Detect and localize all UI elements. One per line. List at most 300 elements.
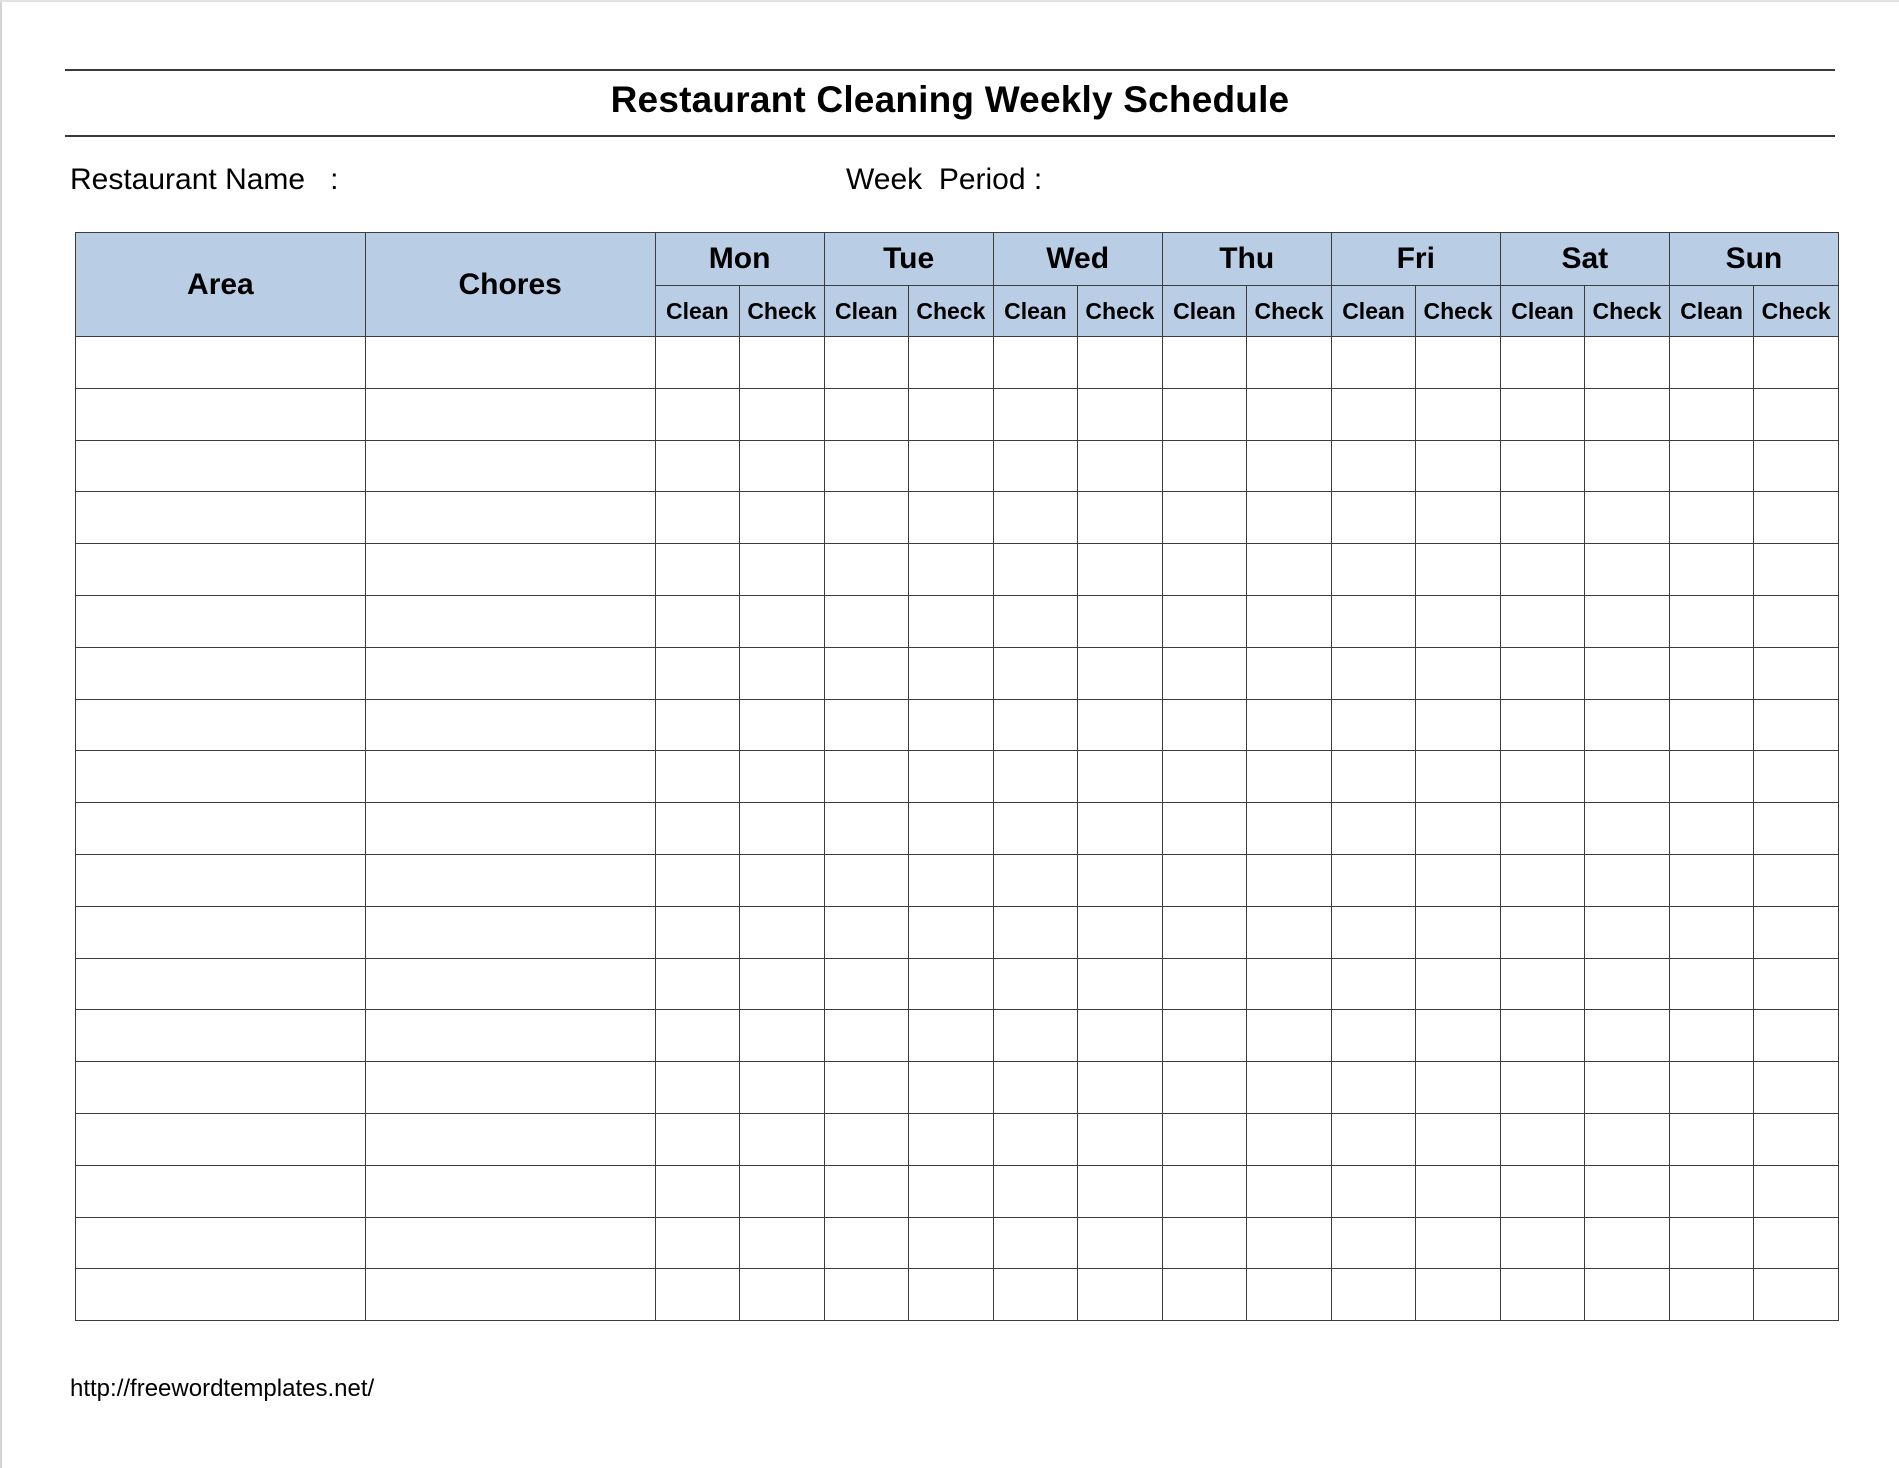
clean-cell-tue[interactable] [824, 958, 909, 1010]
check-cell-sun[interactable] [1754, 854, 1839, 906]
check-cell-wed[interactable] [1078, 699, 1163, 751]
check-cell-mon[interactable] [740, 803, 825, 855]
check-cell-sun[interactable] [1754, 1165, 1839, 1217]
clean-cell-thu[interactable] [1162, 1165, 1247, 1217]
check-cell-mon[interactable] [740, 854, 825, 906]
clean-cell-wed[interactable] [993, 1217, 1078, 1269]
clean-cell-thu[interactable] [1162, 1062, 1247, 1114]
area-cell[interactable] [76, 388, 366, 440]
clean-cell-tue[interactable] [824, 595, 909, 647]
clean-cell-thu[interactable] [1162, 958, 1247, 1010]
check-cell-thu[interactable] [1247, 906, 1332, 958]
check-cell-sun[interactable] [1754, 337, 1839, 389]
clean-cell-sat[interactable] [1500, 492, 1585, 544]
check-cell-tue[interactable] [909, 1010, 994, 1062]
check-cell-mon[interactable] [740, 906, 825, 958]
clean-cell-sun[interactable] [1669, 647, 1754, 699]
clean-cell-thu[interactable] [1162, 492, 1247, 544]
check-cell-thu[interactable] [1247, 388, 1332, 440]
area-cell[interactable] [76, 803, 366, 855]
chores-cell[interactable] [365, 906, 655, 958]
clean-cell-wed[interactable] [993, 1062, 1078, 1114]
check-cell-sun[interactable] [1754, 803, 1839, 855]
check-cell-wed[interactable] [1078, 1113, 1163, 1165]
chores-cell[interactable] [365, 699, 655, 751]
chores-cell[interactable] [365, 1062, 655, 1114]
check-cell-fri[interactable] [1416, 492, 1501, 544]
chores-cell[interactable] [365, 492, 655, 544]
clean-cell-thu[interactable] [1162, 647, 1247, 699]
check-cell-wed[interactable] [1078, 492, 1163, 544]
clean-cell-sat[interactable] [1500, 1113, 1585, 1165]
check-cell-thu[interactable] [1247, 544, 1332, 596]
chores-cell[interactable] [365, 337, 655, 389]
clean-cell-thu[interactable] [1162, 337, 1247, 389]
clean-cell-thu[interactable] [1162, 699, 1247, 751]
clean-cell-fri[interactable] [1331, 1010, 1416, 1062]
check-cell-tue[interactable] [909, 699, 994, 751]
check-cell-thu[interactable] [1247, 337, 1332, 389]
check-cell-sun[interactable] [1754, 544, 1839, 596]
clean-cell-mon[interactable] [655, 1269, 740, 1321]
check-cell-fri[interactable] [1416, 1062, 1501, 1114]
area-cell[interactable] [76, 751, 366, 803]
check-cell-wed[interactable] [1078, 803, 1163, 855]
clean-cell-sun[interactable] [1669, 1062, 1754, 1114]
clean-cell-wed[interactable] [993, 544, 1078, 596]
check-cell-sat[interactable] [1585, 1113, 1670, 1165]
clean-cell-wed[interactable] [993, 337, 1078, 389]
chores-cell[interactable] [365, 1113, 655, 1165]
clean-cell-sat[interactable] [1500, 1269, 1585, 1321]
clean-cell-mon[interactable] [655, 699, 740, 751]
check-cell-sun[interactable] [1754, 647, 1839, 699]
clean-cell-mon[interactable] [655, 440, 740, 492]
check-cell-sat[interactable] [1585, 647, 1670, 699]
clean-cell-sun[interactable] [1669, 1113, 1754, 1165]
check-cell-sun[interactable] [1754, 906, 1839, 958]
chores-cell[interactable] [365, 1217, 655, 1269]
clean-cell-wed[interactable] [993, 492, 1078, 544]
clean-cell-mon[interactable] [655, 751, 740, 803]
check-cell-tue[interactable] [909, 337, 994, 389]
clean-cell-fri[interactable] [1331, 1113, 1416, 1165]
check-cell-sat[interactable] [1585, 492, 1670, 544]
check-cell-tue[interactable] [909, 544, 994, 596]
check-cell-thu[interactable] [1247, 854, 1332, 906]
check-cell-thu[interactable] [1247, 647, 1332, 699]
check-cell-sat[interactable] [1585, 1010, 1670, 1062]
clean-cell-sun[interactable] [1669, 803, 1754, 855]
clean-cell-sun[interactable] [1669, 595, 1754, 647]
area-cell[interactable] [76, 906, 366, 958]
clean-cell-fri[interactable] [1331, 751, 1416, 803]
clean-cell-sat[interactable] [1500, 699, 1585, 751]
check-cell-fri[interactable] [1416, 751, 1501, 803]
clean-cell-sat[interactable] [1500, 958, 1585, 1010]
area-cell[interactable] [76, 1217, 366, 1269]
clean-cell-mon[interactable] [655, 1062, 740, 1114]
check-cell-fri[interactable] [1416, 388, 1501, 440]
check-cell-tue[interactable] [909, 1217, 994, 1269]
check-cell-mon[interactable] [740, 1010, 825, 1062]
check-cell-mon[interactable] [740, 388, 825, 440]
check-cell-wed[interactable] [1078, 388, 1163, 440]
clean-cell-mon[interactable] [655, 388, 740, 440]
check-cell-tue[interactable] [909, 1269, 994, 1321]
clean-cell-thu[interactable] [1162, 1269, 1247, 1321]
clean-cell-thu[interactable] [1162, 388, 1247, 440]
check-cell-mon[interactable] [740, 492, 825, 544]
check-cell-fri[interactable] [1416, 1269, 1501, 1321]
check-cell-fri[interactable] [1416, 1010, 1501, 1062]
check-cell-thu[interactable] [1247, 1113, 1332, 1165]
chores-cell[interactable] [365, 1269, 655, 1321]
chores-cell[interactable] [365, 751, 655, 803]
check-cell-mon[interactable] [740, 1217, 825, 1269]
clean-cell-sat[interactable] [1500, 1010, 1585, 1062]
clean-cell-sat[interactable] [1500, 440, 1585, 492]
check-cell-sat[interactable] [1585, 544, 1670, 596]
clean-cell-tue[interactable] [824, 751, 909, 803]
clean-cell-mon[interactable] [655, 1010, 740, 1062]
area-cell[interactable] [76, 647, 366, 699]
clean-cell-sat[interactable] [1500, 854, 1585, 906]
check-cell-fri[interactable] [1416, 595, 1501, 647]
area-cell[interactable] [76, 1010, 366, 1062]
clean-cell-tue[interactable] [824, 1269, 909, 1321]
chores-cell[interactable] [365, 440, 655, 492]
clean-cell-tue[interactable] [824, 1217, 909, 1269]
chores-cell[interactable] [365, 647, 655, 699]
clean-cell-mon[interactable] [655, 1165, 740, 1217]
check-cell-fri[interactable] [1416, 1217, 1501, 1269]
clean-cell-tue[interactable] [824, 1010, 909, 1062]
clean-cell-sun[interactable] [1669, 492, 1754, 544]
chores-cell[interactable] [365, 595, 655, 647]
check-cell-tue[interactable] [909, 906, 994, 958]
check-cell-thu[interactable] [1247, 1062, 1332, 1114]
clean-cell-wed[interactable] [993, 906, 1078, 958]
check-cell-sat[interactable] [1585, 440, 1670, 492]
clean-cell-sun[interactable] [1669, 751, 1754, 803]
clean-cell-fri[interactable] [1331, 803, 1416, 855]
chores-cell[interactable] [365, 1165, 655, 1217]
clean-cell-tue[interactable] [824, 1113, 909, 1165]
clean-cell-wed[interactable] [993, 854, 1078, 906]
clean-cell-sun[interactable] [1669, 337, 1754, 389]
clean-cell-tue[interactable] [824, 803, 909, 855]
clean-cell-wed[interactable] [993, 958, 1078, 1010]
check-cell-sat[interactable] [1585, 906, 1670, 958]
clean-cell-sat[interactable] [1500, 337, 1585, 389]
clean-cell-wed[interactable] [993, 803, 1078, 855]
check-cell-sat[interactable] [1585, 1217, 1670, 1269]
check-cell-thu[interactable] [1247, 440, 1332, 492]
clean-cell-wed[interactable] [993, 440, 1078, 492]
area-cell[interactable] [76, 337, 366, 389]
check-cell-sat[interactable] [1585, 1165, 1670, 1217]
check-cell-thu[interactable] [1247, 595, 1332, 647]
clean-cell-fri[interactable] [1331, 492, 1416, 544]
clean-cell-sun[interactable] [1669, 544, 1754, 596]
check-cell-tue[interactable] [909, 595, 994, 647]
clean-cell-fri[interactable] [1331, 906, 1416, 958]
clean-cell-sun[interactable] [1669, 388, 1754, 440]
clean-cell-fri[interactable] [1331, 1165, 1416, 1217]
clean-cell-mon[interactable] [655, 854, 740, 906]
check-cell-mon[interactable] [740, 595, 825, 647]
clean-cell-fri[interactable] [1331, 544, 1416, 596]
clean-cell-sun[interactable] [1669, 440, 1754, 492]
area-cell[interactable] [76, 1269, 366, 1321]
check-cell-mon[interactable] [740, 440, 825, 492]
clean-cell-tue[interactable] [824, 1062, 909, 1114]
check-cell-fri[interactable] [1416, 337, 1501, 389]
check-cell-mon[interactable] [740, 1113, 825, 1165]
clean-cell-tue[interactable] [824, 544, 909, 596]
check-cell-tue[interactable] [909, 647, 994, 699]
chores-cell[interactable] [365, 388, 655, 440]
check-cell-mon[interactable] [740, 699, 825, 751]
clean-cell-sun[interactable] [1669, 1165, 1754, 1217]
check-cell-tue[interactable] [909, 388, 994, 440]
clean-cell-tue[interactable] [824, 854, 909, 906]
check-cell-wed[interactable] [1078, 544, 1163, 596]
check-cell-wed[interactable] [1078, 595, 1163, 647]
check-cell-wed[interactable] [1078, 337, 1163, 389]
clean-cell-thu[interactable] [1162, 1217, 1247, 1269]
clean-cell-sun[interactable] [1669, 699, 1754, 751]
clean-cell-sun[interactable] [1669, 1217, 1754, 1269]
clean-cell-tue[interactable] [824, 337, 909, 389]
clean-cell-thu[interactable] [1162, 440, 1247, 492]
check-cell-tue[interactable] [909, 751, 994, 803]
clean-cell-fri[interactable] [1331, 1217, 1416, 1269]
check-cell-sun[interactable] [1754, 1113, 1839, 1165]
chores-cell[interactable] [365, 1010, 655, 1062]
clean-cell-tue[interactable] [824, 699, 909, 751]
check-cell-tue[interactable] [909, 958, 994, 1010]
check-cell-wed[interactable] [1078, 1062, 1163, 1114]
check-cell-mon[interactable] [740, 337, 825, 389]
check-cell-sun[interactable] [1754, 388, 1839, 440]
check-cell-tue[interactable] [909, 1165, 994, 1217]
clean-cell-wed[interactable] [993, 751, 1078, 803]
clean-cell-sun[interactable] [1669, 854, 1754, 906]
clean-cell-mon[interactable] [655, 647, 740, 699]
check-cell-sun[interactable] [1754, 1062, 1839, 1114]
check-cell-tue[interactable] [909, 492, 994, 544]
check-cell-fri[interactable] [1416, 544, 1501, 596]
check-cell-fri[interactable] [1416, 440, 1501, 492]
clean-cell-fri[interactable] [1331, 699, 1416, 751]
area-cell[interactable] [76, 854, 366, 906]
check-cell-wed[interactable] [1078, 647, 1163, 699]
clean-cell-mon[interactable] [655, 595, 740, 647]
clean-cell-fri[interactable] [1331, 647, 1416, 699]
chores-cell[interactable] [365, 803, 655, 855]
clean-cell-fri[interactable] [1331, 1062, 1416, 1114]
check-cell-sun[interactable] [1754, 958, 1839, 1010]
clean-cell-thu[interactable] [1162, 544, 1247, 596]
area-cell[interactable] [76, 958, 366, 1010]
clean-cell-mon[interactable] [655, 337, 740, 389]
clean-cell-fri[interactable] [1331, 595, 1416, 647]
check-cell-tue[interactable] [909, 440, 994, 492]
area-cell[interactable] [76, 1165, 366, 1217]
clean-cell-fri[interactable] [1331, 1269, 1416, 1321]
clean-cell-tue[interactable] [824, 906, 909, 958]
check-cell-fri[interactable] [1416, 803, 1501, 855]
check-cell-thu[interactable] [1247, 492, 1332, 544]
clean-cell-tue[interactable] [824, 388, 909, 440]
area-cell[interactable] [76, 595, 366, 647]
check-cell-thu[interactable] [1247, 1165, 1332, 1217]
check-cell-thu[interactable] [1247, 1217, 1332, 1269]
check-cell-thu[interactable] [1247, 958, 1332, 1010]
check-cell-sun[interactable] [1754, 1269, 1839, 1321]
check-cell-wed[interactable] [1078, 1217, 1163, 1269]
check-cell-sat[interactable] [1585, 1062, 1670, 1114]
clean-cell-fri[interactable] [1331, 854, 1416, 906]
clean-cell-wed[interactable] [993, 1010, 1078, 1062]
clean-cell-fri[interactable] [1331, 388, 1416, 440]
check-cell-mon[interactable] [740, 751, 825, 803]
check-cell-wed[interactable] [1078, 440, 1163, 492]
check-cell-sun[interactable] [1754, 595, 1839, 647]
check-cell-thu[interactable] [1247, 751, 1332, 803]
clean-cell-wed[interactable] [993, 1165, 1078, 1217]
clean-cell-wed[interactable] [993, 699, 1078, 751]
area-cell[interactable] [76, 492, 366, 544]
clean-cell-sat[interactable] [1500, 803, 1585, 855]
clean-cell-sat[interactable] [1500, 1165, 1585, 1217]
clean-cell-thu[interactable] [1162, 595, 1247, 647]
clean-cell-wed[interactable] [993, 1269, 1078, 1321]
clean-cell-mon[interactable] [655, 958, 740, 1010]
check-cell-fri[interactable] [1416, 958, 1501, 1010]
clean-cell-fri[interactable] [1331, 337, 1416, 389]
area-cell[interactable] [76, 1113, 366, 1165]
clean-cell-sun[interactable] [1669, 1269, 1754, 1321]
clean-cell-tue[interactable] [824, 1165, 909, 1217]
clean-cell-tue[interactable] [824, 492, 909, 544]
check-cell-sun[interactable] [1754, 699, 1839, 751]
check-cell-fri[interactable] [1416, 1165, 1501, 1217]
check-cell-tue[interactable] [909, 1062, 994, 1114]
clean-cell-thu[interactable] [1162, 803, 1247, 855]
check-cell-wed[interactable] [1078, 751, 1163, 803]
clean-cell-sat[interactable] [1500, 751, 1585, 803]
clean-cell-mon[interactable] [655, 1113, 740, 1165]
clean-cell-tue[interactable] [824, 440, 909, 492]
check-cell-mon[interactable] [740, 647, 825, 699]
check-cell-thu[interactable] [1247, 699, 1332, 751]
check-cell-wed[interactable] [1078, 1010, 1163, 1062]
clean-cell-mon[interactable] [655, 544, 740, 596]
check-cell-fri[interactable] [1416, 906, 1501, 958]
clean-cell-mon[interactable] [655, 1217, 740, 1269]
check-cell-sat[interactable] [1585, 337, 1670, 389]
check-cell-tue[interactable] [909, 1113, 994, 1165]
area-cell[interactable] [76, 1062, 366, 1114]
chores-cell[interactable] [365, 958, 655, 1010]
clean-cell-wed[interactable] [993, 647, 1078, 699]
clean-cell-sat[interactable] [1500, 544, 1585, 596]
clean-cell-wed[interactable] [993, 1113, 1078, 1165]
check-cell-sun[interactable] [1754, 1217, 1839, 1269]
area-cell[interactable] [76, 544, 366, 596]
check-cell-sat[interactable] [1585, 751, 1670, 803]
check-cell-sat[interactable] [1585, 803, 1670, 855]
clean-cell-sun[interactable] [1669, 906, 1754, 958]
check-cell-sat[interactable] [1585, 699, 1670, 751]
check-cell-thu[interactable] [1247, 1269, 1332, 1321]
clean-cell-sat[interactable] [1500, 595, 1585, 647]
clean-cell-tue[interactable] [824, 647, 909, 699]
clean-cell-sat[interactable] [1500, 1217, 1585, 1269]
check-cell-wed[interactable] [1078, 854, 1163, 906]
clean-cell-thu[interactable] [1162, 751, 1247, 803]
check-cell-sat[interactable] [1585, 595, 1670, 647]
check-cell-sat[interactable] [1585, 854, 1670, 906]
clean-cell-wed[interactable] [993, 595, 1078, 647]
clean-cell-mon[interactable] [655, 906, 740, 958]
check-cell-sat[interactable] [1585, 958, 1670, 1010]
check-cell-sun[interactable] [1754, 1010, 1839, 1062]
check-cell-mon[interactable] [740, 958, 825, 1010]
check-cell-mon[interactable] [740, 1269, 825, 1321]
check-cell-sun[interactable] [1754, 751, 1839, 803]
clean-cell-thu[interactable] [1162, 1113, 1247, 1165]
check-cell-thu[interactable] [1247, 1010, 1332, 1062]
check-cell-thu[interactable] [1247, 803, 1332, 855]
check-cell-sat[interactable] [1585, 1269, 1670, 1321]
clean-cell-wed[interactable] [993, 388, 1078, 440]
clean-cell-thu[interactable] [1162, 854, 1247, 906]
check-cell-wed[interactable] [1078, 958, 1163, 1010]
check-cell-tue[interactable] [909, 803, 994, 855]
check-cell-fri[interactable] [1416, 854, 1501, 906]
clean-cell-thu[interactable] [1162, 906, 1247, 958]
clean-cell-mon[interactable] [655, 803, 740, 855]
clean-cell-fri[interactable] [1331, 958, 1416, 1010]
chores-cell[interactable] [365, 544, 655, 596]
chores-cell[interactable] [365, 854, 655, 906]
check-cell-fri[interactable] [1416, 647, 1501, 699]
check-cell-wed[interactable] [1078, 1165, 1163, 1217]
clean-cell-sun[interactable] [1669, 958, 1754, 1010]
check-cell-mon[interactable] [740, 1062, 825, 1114]
check-cell-tue[interactable] [909, 854, 994, 906]
clean-cell-sat[interactable] [1500, 906, 1585, 958]
check-cell-fri[interactable] [1416, 1113, 1501, 1165]
area-cell[interactable] [76, 699, 366, 751]
check-cell-wed[interactable] [1078, 906, 1163, 958]
clean-cell-sat[interactable] [1500, 388, 1585, 440]
check-cell-fri[interactable] [1416, 699, 1501, 751]
clean-cell-sat[interactable] [1500, 647, 1585, 699]
check-cell-sun[interactable] [1754, 440, 1839, 492]
clean-cell-thu[interactable] [1162, 1010, 1247, 1062]
clean-cell-sat[interactable] [1500, 1062, 1585, 1114]
clean-cell-sun[interactable] [1669, 1010, 1754, 1062]
area-cell[interactable] [76, 440, 366, 492]
check-cell-wed[interactable] [1078, 1269, 1163, 1321]
clean-cell-mon[interactable] [655, 492, 740, 544]
clean-cell-fri[interactable] [1331, 440, 1416, 492]
